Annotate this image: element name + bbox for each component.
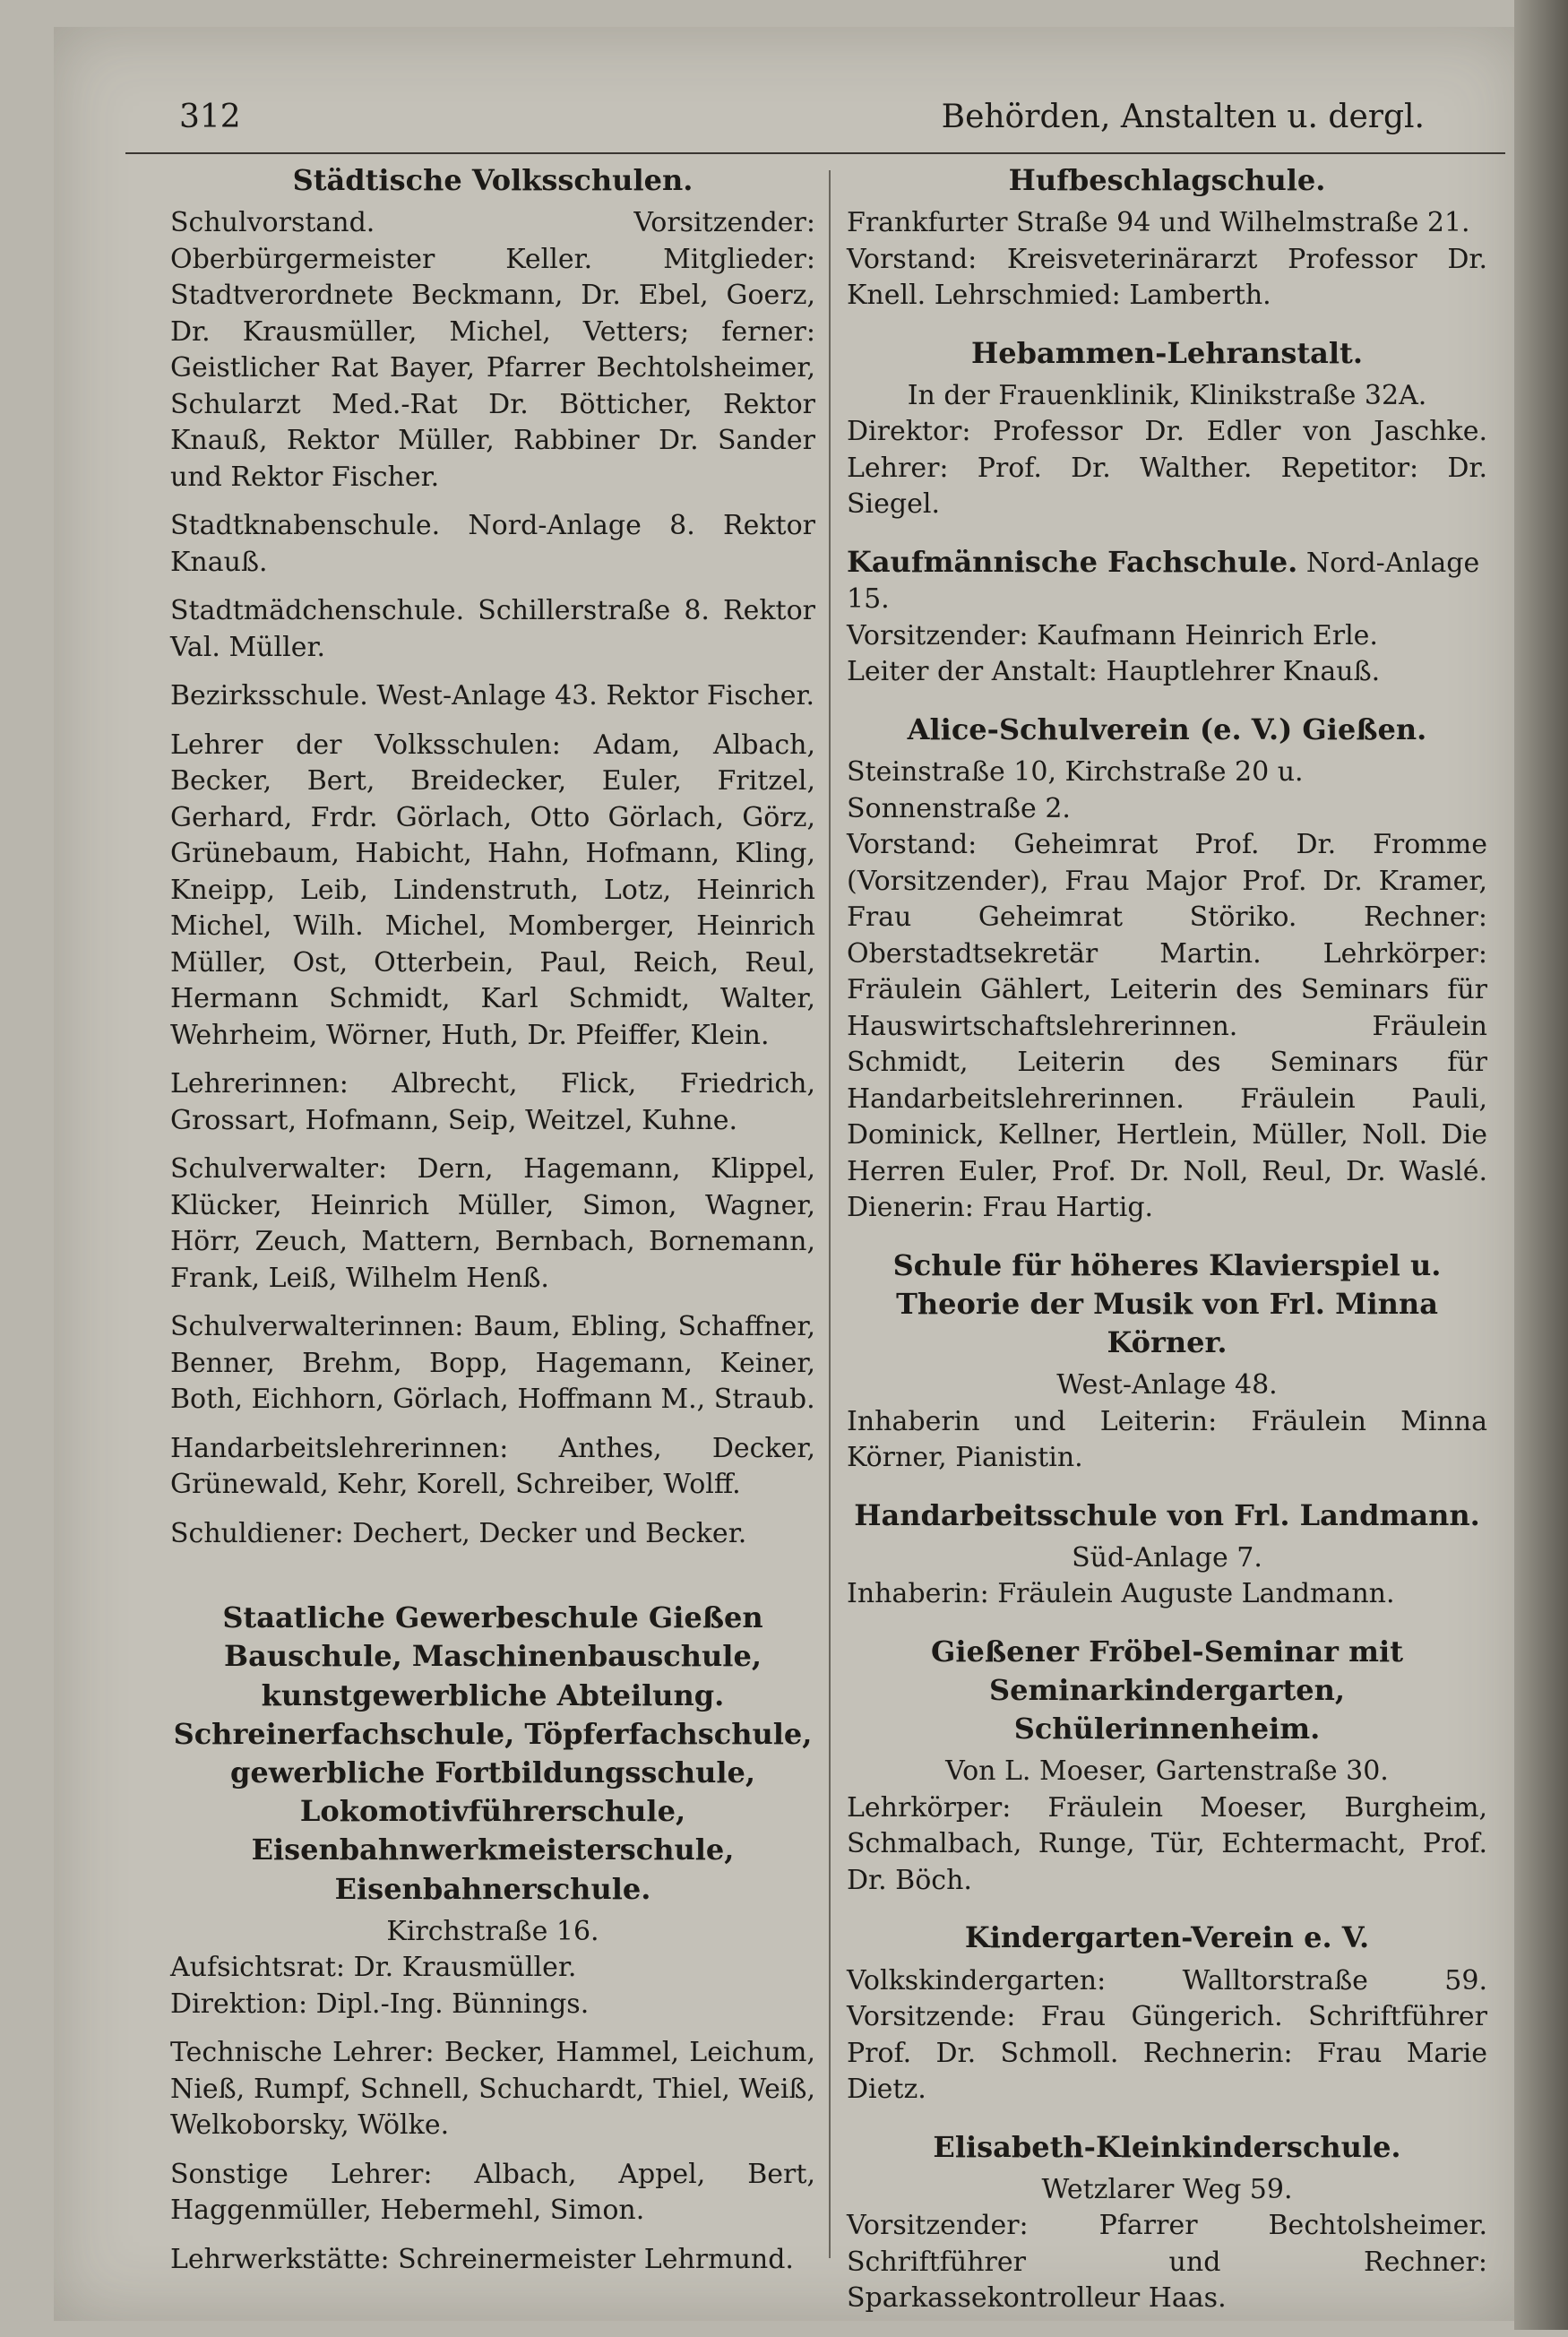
entry-text: Inhaberin: Fräulein Auguste Landmann.	[847, 1578, 1395, 1610]
section-heading: Alice-Schulverein (e. V.) Gießen.	[907, 711, 1427, 746]
section-address: Nord-Anlage 15.	[847, 547, 1480, 616]
entry-text: Sonstige Lehrer: Albach, Appel, Bert, Haggenmüller, Hebermehl, Simon.	[170, 2158, 815, 2227]
section-heading: Elisabeth-Kleinkinderschule.	[933, 2129, 1401, 2164]
entry-text: Schulverwalterinnen: Baum, Ebling, Schaffner, Benner, Brehm, Bopp, Hagemann, Keiner, Both, Eichhorn, Görlach, Hoffmann M., Straub.	[170, 1311, 815, 1416]
entry-text: Vorstand: Geheimrat Prof. Dr. Fromme (Vorsitzender), Frau Major Prof. Dr. Kramer, Frau Geheimrat Störiko. Rechner: Oberstadtsekretär Martin. Lehrkörper: Fräulein Gählert, Leiterin des Seminars für Hauswirtschaftslehrerinnen. Fräulein Schmidt, Leiterin des Seminars für Handarbeitslehrerinnen. Fräulein Pauli, Dominick, Kellner, Hertlein, Müller, Noll. Die Herren Euler, Prof. Dr. Noll, Reul, Dr. Waslé. Dienerin: Frau Hartig.	[847, 829, 1487, 1224]
section-heading: Kaufmännische Fachschule.	[847, 544, 1298, 579]
section-address: Frankfurter Straße 94 und Wilhelmstraße 21.	[847, 207, 1470, 239]
entry-text: Stadtmädchenschule. Schillerstraße 8. Rektor Val. Müller.	[170, 595, 815, 663]
page-edge-shadow	[1514, 0, 1568, 2330]
entry-text: Lehrerinnen: Albrecht, Flick, Friedrich, Grossart, Hofmann, Seip, Weitzel, Kuhne.	[170, 1068, 815, 1136]
section-heading: Städtische Volksschulen.	[292, 163, 694, 197]
section-heading: Staatliche Gewerbeschule Gießen Bauschule, Maschinenbauschule, kunstgewerbliche Abteilung. Schreinerfachschule, Töpferfachschule, gewerbliche Fortbildungsschule, Lokomotivführerschule, Eisenbahnwerkmeisterschule, Eisenbahnerschule.	[173, 1600, 813, 1906]
entry-text: Vorsitzender: Kaufmann Heinrich Erle.	[847, 619, 1378, 651]
section-volksschulen	[170, 161, 815, 1552]
section-address: In der Frauenklinik, Klinikstraße 32A.	[907, 379, 1427, 411]
entry-text: Technische Lehrer: Becker, Hammel, Leichum, Nieß, Rumpf, Schnell, Schuchardt, Thiel, Weiß, Welkoborsky, Wölke.	[170, 2037, 815, 2142]
entry-text: Schulvorstand. Vorsitzender: Oberbürgermeister Keller. Mitglieder: Stadtverordnete Beckmann, Dr. Ebel, Goerz, Dr. Krausmüller, Michel, Vetters; ferner: Geistlicher Rat Bayer, Pfarrer Bechtolsheimer, Schularzt Med.-Rat Dr. Bötticher, Rektor Knauß, Rektor Müller, Rabbiner Dr. Sander und Rektor Fischer.	[170, 207, 815, 493]
entry-text: Aufsichtsrat: Dr. Krausmüller.	[170, 1952, 577, 1984]
entry-text: Direktor: Professor Dr. Edler von Jaschke. Lehrer: Prof. Dr. Walther. Repetitor: Dr. Siegel.	[847, 416, 1487, 521]
section-heading: Hufbeschlagschule.	[1008, 163, 1326, 197]
entry-text: Schulverwalter: Dern, Hagemann, Klippel, Klücker, Heinrich Müller, Simon, Wagner, Hörr, Zeuch, Mattern, Bernbach, Bornemann, Frank, Leiß, Wilhelm Henß.	[170, 1153, 815, 1294]
entry-text: Lehrwerkstätte: Schreinermeister Lehrmund.	[170, 2243, 794, 2275]
section-handarbeit	[847, 1496, 1487, 1613]
entry-text: Vorstand: Kreisveterinärarzt Professor Dr. Knell. Lehrschmied: Lamberth.	[847, 243, 1487, 312]
section-heading: Hebammen-Lehranstalt.	[971, 335, 1363, 370]
entry-text: Direktion: Dipl.-Ing. Bünnings.	[170, 1988, 590, 2020]
entry-text: Bezirksschule. West-Anlage 43. Rektor Fischer.	[170, 680, 815, 712]
entry-text: Lehrkörper: Fräulein Moeser, Burgheim, Schmalbach, Runge, Tür, Echtermacht, Prof. Dr. Böch.	[847, 1791, 1487, 1896]
page-header	[125, 90, 1505, 154]
section-elisabeth	[847, 2128, 1487, 2317]
entry-text: Volkskindergarten: Walltorstraße 59. Vorsitzende: Frau Güngerich. Schriftführer Prof. Dr. Schmoll. Rechnerin: Frau Marie Dietz.	[847, 1964, 1487, 2106]
section-heading: Gießener Fröbel-Seminar mit Seminarkindergarten, Schülerinnenheim.	[931, 1634, 1403, 1746]
left-column	[170, 161, 815, 2298]
section-address: Wetzlarer Weg 59.	[1041, 2173, 1293, 2205]
section-hebammen	[847, 334, 1487, 523]
section-heading: Kindergarten-Verein e. V.	[964, 1920, 1370, 1955]
section-froebel	[847, 1633, 1487, 1900]
section-address: West-Anlage 48.	[1056, 1369, 1278, 1401]
section-address: Steinstraße 10, Kirchstraße 20 u. Sonnenstraße 2.	[847, 756, 1304, 824]
column-divider	[829, 170, 831, 2258]
section-kindergarten	[847, 1919, 1487, 2108]
section-heading: Schule für höheres Klavierspiel u. Theorie der Musik von Frl. Minna Körner.	[892, 1247, 1442, 1359]
running-title: Behörden, Anstalten u. dergl.	[941, 99, 1425, 135]
entry-text: Stadtknabenschule. Nord-Anlage 8. Rektor Knauß.	[170, 510, 815, 578]
section-address: Von L. Moeser, Gartenstraße 30.	[945, 1755, 1389, 1788]
section-kaufmaennisch	[847, 543, 1487, 691]
section-alice	[847, 711, 1487, 1227]
entry-text: Vorsitzender: Pfarrer Bechtolsheimer. Schriftführer und Rechner: Sparkassekontrolleur Haas.	[847, 2210, 1487, 2315]
section-klavier	[847, 1246, 1487, 1477]
section-hufbeschlag	[847, 161, 1487, 315]
entry-text: Leiter der Anstalt: Hauptlehrer Knauß.	[847, 656, 1381, 688]
section-gewerbeschule	[170, 1599, 815, 2278]
entry-text: Inhaberin und Leiterin: Fräulein Minna Körner, Pianistin.	[847, 1405, 1487, 1474]
entry-text: Handarbeitslehrerinnen: Anthes, Decker, Grünewald, Kehr, Korell, Schreiber, Wolff.	[170, 1432, 815, 1501]
page-number: 312	[179, 99, 241, 135]
entry-text: Lehrer der Volksschulen: Adam, Albach, Becker, Bert, Breidecker, Euler, Fritzel, Gerhard, Frdr. Görlach, Otto Görlach, Görz, Grünebaum, Habicht, Hahn, Hofmann, Kling, Kneipp, Leib, Lindenstruth, Lotz, Heinrich Michel, Wilh. Michel, Momberger, Heinrich Müller, Ost, Otterbein, Paul, Reich, Reul, Hermann Schmidt, Karl Schmidt, Walter, Wehrheim, Wörner, Huth, Dr. Pfeiffer, Klein.	[170, 729, 815, 1051]
section-address: Süd-Anlage 7.	[1072, 1541, 1262, 1574]
entry-text: Schuldiener: Dechert, Decker und Becker.	[170, 1517, 747, 1549]
right-column	[847, 161, 1487, 2337]
section-address: Kirchstraße 16.	[386, 1915, 599, 1947]
section-heading: Handarbeitsschule von Frl. Landmann.	[854, 1497, 1480, 1532]
